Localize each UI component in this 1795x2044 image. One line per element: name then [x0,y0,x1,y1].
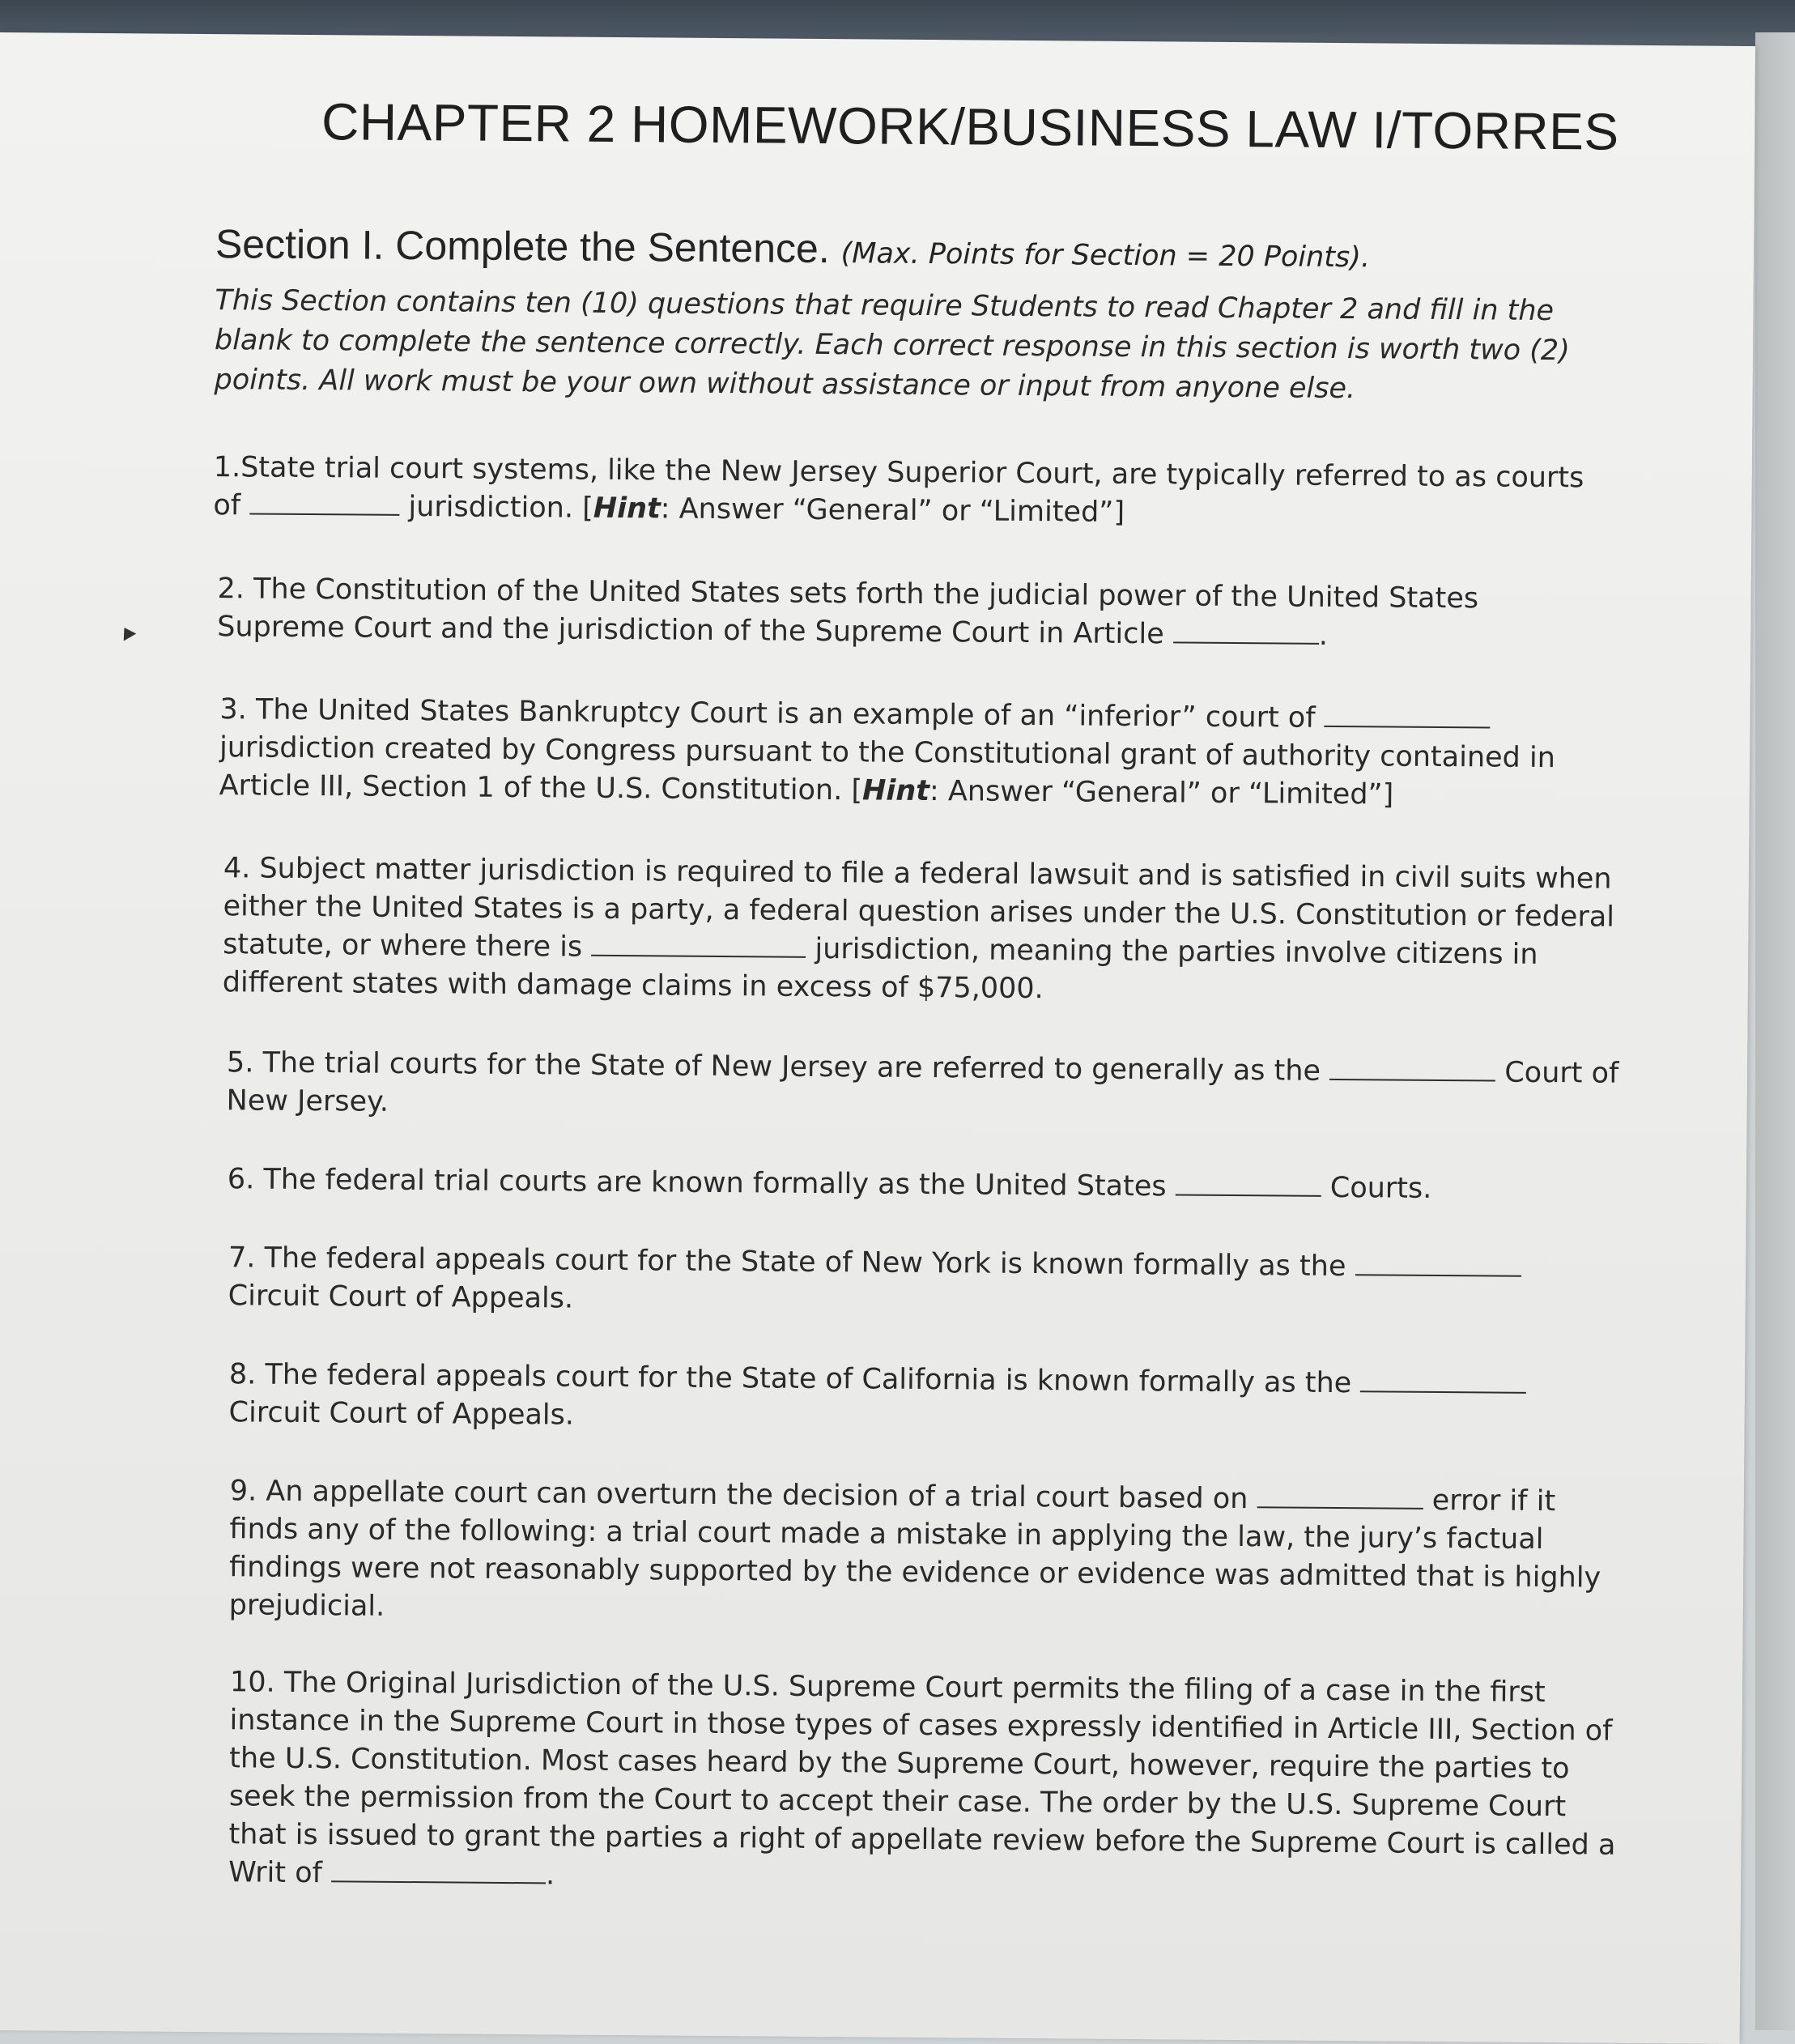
question-3 [211,691,1613,816]
question-8-text: 8. The federal appeals court for the State of California is known formally as the [228,1358,1352,1400]
answer-blank-8[interactable] [1360,1366,1526,1394]
question-4 [210,850,1616,1013]
question-7-text: 7. The federal appeals court for the State of New York is known formally as the [228,1241,1346,1284]
page-title: CHAPTER 2 HOMEWORK/BUSINESS LAW I/TORRES [321,92,1619,161]
answer-blank-4[interactable] [591,930,806,958]
answer-blank-2[interactable] [1173,617,1319,644]
question-2-text-b: . [1318,619,1329,652]
answer-blank-6[interactable] [1176,1169,1321,1196]
answer-blank-1[interactable] [249,488,399,515]
section-heading [215,216,1609,287]
page-edge-shadow [1755,32,1795,2030]
question-4-text: 4. Subject matter jurisdiction is required to file a federal lawsuit and is satisfied in civil suits when either the United States is a party, a federal question arises under the U.S. Constitution or federal statute, or where there is [223,852,1615,964]
question-6 [208,1160,1620,1210]
question-5-text: 5. The trial courts for the State of New Jersey are referred to generally as the [226,1046,1321,1088]
hint-label: Hint [593,492,661,526]
question-2-text: 2. The Constitution of the United States sets forth the judicial power of the United States Supreme Court and the jurisdiction of the Supreme Court in Article [217,573,1479,651]
question-7-text-b: Circuit Court of Appeals. [228,1280,574,1315]
question-1-hint-text: : Answer “General” or “Limited”] [660,492,1125,529]
section-one [202,216,1619,1902]
question-5-text-b: Court of New Jersey. [226,1056,1619,1118]
question-6-text: 6. The federal trial courts are known formally as the United States [227,1163,1167,1203]
question-10-text: 10. The Original Jurisdiction of the U.S. Supreme Court permits the filing of a case in the first instance in the Supreme Court in those types of cases expressly identified in Article III, Section of the U.S. Constitution. Most cases heard by the Supreme Court, however, require the parties to seek the permission from the Court to accept their case. The order by the U.S. Supreme Court that is issued to grant the parties a right of appellate review before the Supreme Court is called a Writ of [228,1666,1616,1890]
answer-blank-9[interactable] [1257,1482,1423,1510]
hint-label: Hint [861,774,930,808]
question-3-hint-text: : Answer “General” or “Limited”] [929,775,1394,811]
question-1-text-b: jurisdiction. [ [408,490,593,525]
section-intro: This Section contains ten (10) questions that require Students to read Chapter 2 and fill in the blank to complete the sentence correctly. Each correct response in this section is worth two (2) points. All work must be your own without assistance or input from anyone else. [214,284,1570,406]
question-1-text: 1.State trial court systems, like the New Jersey Superior Court, are typically referred to as courts of [213,451,1584,522]
question-2 [212,570,1610,658]
question-3-text-b: jurisdiction created by Congress pursuant to the Constitutional grant of authority contained in Article III, Section 1 of the U.S. Constitution. [ [219,731,1556,807]
question-9 [205,1472,1623,1636]
question-8-text-b: Circuit Court of Appeals. [228,1396,575,1432]
question-9-text-b: error if it finds any of the following: a trial court made a mistake in applying the law, the jury’s factual findings were not reasonably supported by the evidence or evidence was admitted that is highly prejudicial. [228,1484,1601,1623]
section-points: (Max. Points for Section = 20 Points). [840,237,1371,275]
section-heading-text: Section I. Complete the Sentence. [215,221,830,272]
homework-page [0,32,1755,2044]
question-10 [202,1663,1623,1903]
answer-blank-10[interactable] [331,1856,546,1884]
question-3-text: 3. The United States Bankruptcy Court is an example of an “inferior” court of [219,693,1316,735]
question-1 [213,449,1606,536]
question-10-text-b: . [545,1859,555,1892]
answer-blank-5[interactable] [1329,1054,1495,1082]
question-5 [208,1044,1619,1131]
answer-blank-3[interactable] [1325,701,1491,729]
question-8 [206,1356,1622,1443]
question-6-text-b: Courts. [1329,1171,1432,1205]
question-7 [207,1239,1622,1326]
question-4-text-b: jurisdiction, meaning the parties involve citizens in different states with damage claims in excess of $75,000. [222,932,1538,1006]
answer-blank-7[interactable] [1355,1250,1521,1277]
question-9-text: 9. An appellate court can overturn the decision of a trial court based on [229,1475,1248,1516]
